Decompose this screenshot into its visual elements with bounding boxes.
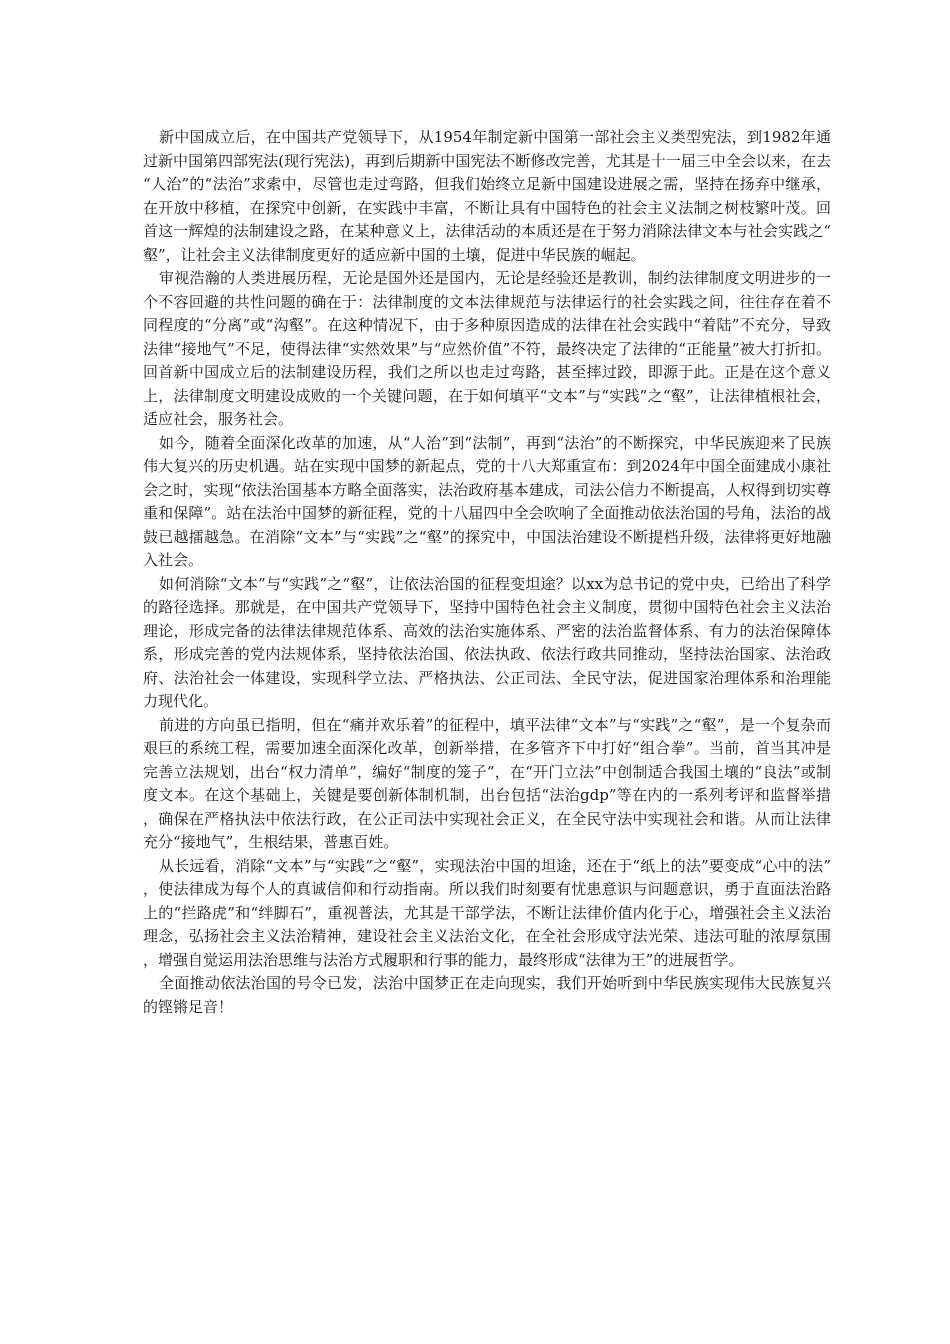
paragraph-6: 从长远看，消除“文本”与“实践”之“壑”，实现法治中国的坦途，还在于“纸上的法”要变成“心中的法”，使法律成为每个人的真诚信仰和行动指南。所以我们时刻要有忧患意识与问题意识，勇于直面法治路上的“拦路虎”和“绊脚石”，重视普法，尤其是干部学法，不断让法律价值内化于心，增强社会主义法治理念，弘扬社会主义法治精神，建设社会主义法治文化，在全社会形成守法光荣、违法可耻的浓厚氛围，增强自觉运用法治思维与法治方式履职和行事的能力，最终形成“法律为王”的进展哲学。 (143, 856, 831, 969)
paragraph-1: 新中国成立后，在中国共产党领导下，从1954年制定新中国第一部社会主义类型宪法，到1982年通过新中国第四部宪法(现行宪法)，再到后期新中国宪法不断修改完善，尤其是十一届三中全会以来，在去“人治”的“法治”求索中，尽管也走过弯路，但我们始终立足新中国建设进展之需，坚持在扬弃中继承，在开放中移植，在探究中创新，在实践中丰富，不断让具有中国特色的社会主义法制之树枝繁叶茂。回首这一辉煌的法制建设之路，在某种意义上，法律活动的本质还是在于努力消除法律文本与社会实践之“壑”，让社会主义法律制度更好的适应新中国的土壤，促进中华民族的崛起。 (143, 128, 831, 264)
paragraph-3: 如今，随着全面深化改革的加速，从“人治”到“法制”，再到“法治”的不断探究，中华民族迎来了民族伟大复兴的历史机遇。站在实现中国梦的新起点，党的十八大郑重宣布：到2024年中国全面建成小康社会之时，实现“依法治国基本方略全面落实，法治政府基本建成，司法公信力不断提高，人权得到切实尊重和保障”。站在法治中国梦的新征程，党的十八届四中全会吹响了全面推动依法治国的号角，法治的战鼓已越擂越急。在消除“文本”与“实践”之“壑”的探究中，中国法治建设不断提档升级，法律将更好地融入社会。 (143, 433, 831, 569)
document-body (143, 126, 831, 1019)
paragraph-7: 全面推动依法治国的号令已发，法治中国梦正在走向现实，我们开始听到中华民族实现伟大民族复兴的铿锵足音！ (143, 974, 831, 1016)
paragraph-5: 前进的方向虽已指明，但在“痛并欢乐着”的征程中，填平法律“文本”与“实践”之“壑”，是一个复杂而艰巨的系统工程，需要加速全面深化改革，创新举措，在多管齐下中打好“组合拳”。当前，首当其冲是完善立法规划，出台“权力清单”，编好“制度的笼子”，在“开门立法”中创制适合我国土壤的“良法”或制度文本。在这个基础上，关键是要创新体制机制，出台包括“法治gdp”等在内的一系列考评和监督举措，确保在严格执法中依法行政，在公正司法中实现社会正义，在全民守法中实现社会和谐。从而让法律充分“接地气”，生根结果，普惠百姓。 (143, 715, 831, 851)
paragraph-2: 审视浩瀚的人类进展历程，无论是国外还是国内，无论是经验还是教训，制约法律制度文明进步的一个不容回避的共性问题的确在于：法律制度的文本法律规范与法律运行的社会实践之间，往往存在着不同程度的“分离”或“沟壑”。在这种情况下，由于多种原因造成的法律在社会实践中“着陆”不充分，导致法律“接地气”不足，使得法律“实然效果”与“应然价值”不符，最终决定了法律的“正能量”被大打折扣。回首新中国成立后的法制建设历程，我们之所以也走过弯路，甚至摔过跤，即源于此。正是在这个意义上，法律制度文明建设成败的一个关键问题，在于如何填平“文本”与“实践”之“壑”，让法律植根社会，适应社会，服务社会。 (143, 269, 831, 428)
paragraph-4: 如何消除“文本”与“实践”之“壑”，让依法治国的征程变坦途？以xx为总书记的党中央，已给出了科学的路径选择。那就是，在中国共产党领导下，坚持中国特色社会主义制度，贯彻中国特色社会主义法治理论，形成完备的法律法律规范体系、高效的法治实施体系、严密的法治监督体系、有力的法治保障体系，形成完善的党内法规体系，坚持依法治国、依法执政、依法行政共同推动，坚持法治国家、法治政府、法治社会一体建设，实现科学立法、严格执法、公正司法、全民守法，促进国家治理体系和治理能力现代化。 (143, 574, 831, 710)
